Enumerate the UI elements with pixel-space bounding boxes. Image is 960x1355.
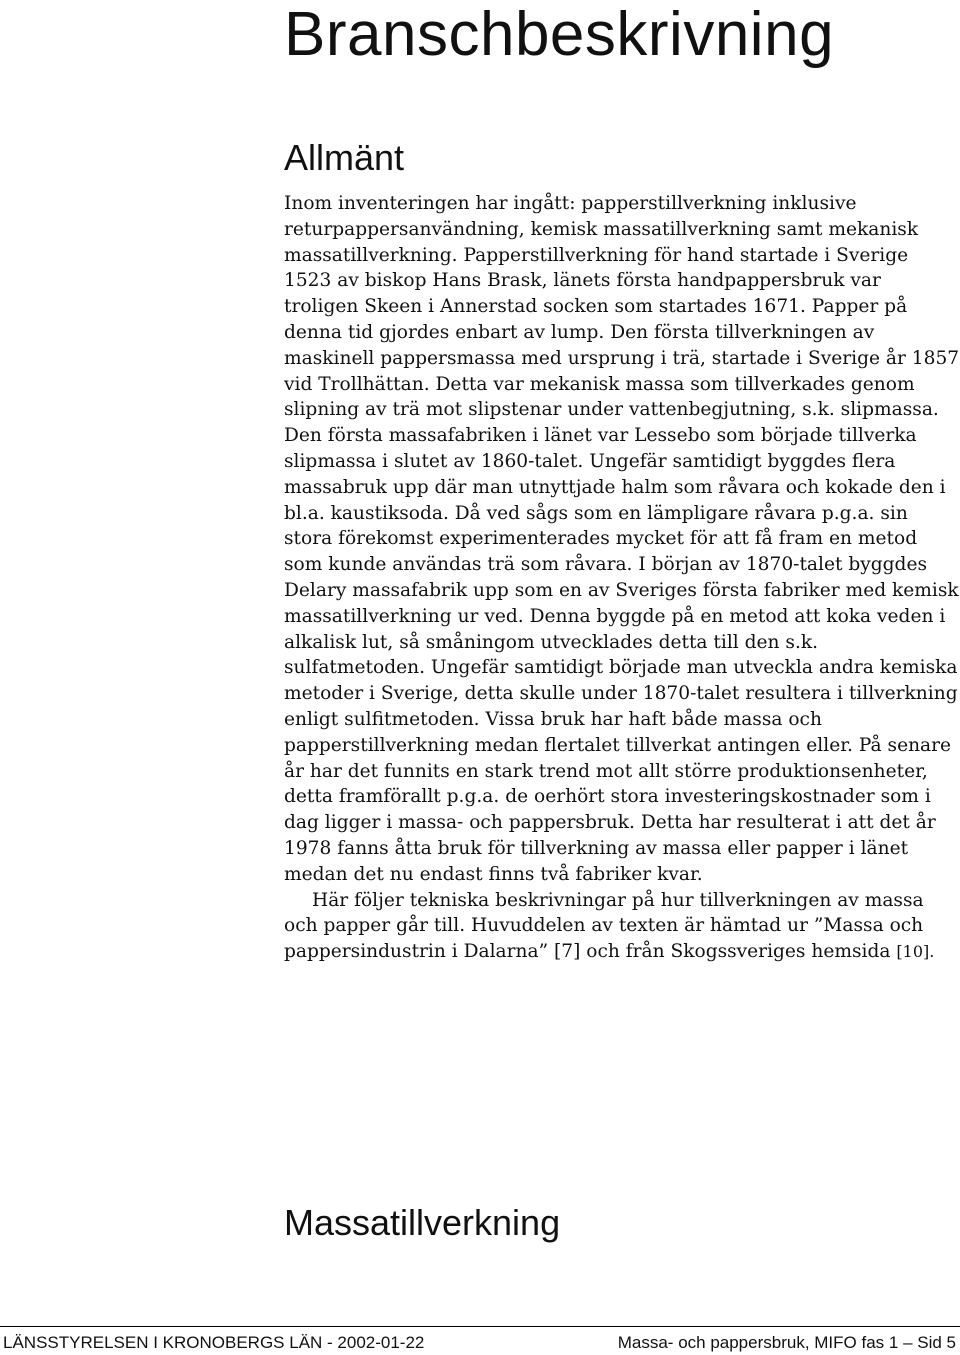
footer-divider — [0, 1326, 960, 1327]
section-body-allmant — [284, 191, 960, 965]
body-paragraph: Inom inventeringen har ingått: papperstillverkning inklusive returpappersanvändning, kemisk massatillverkning samt mekanisk massatillverkning. Papperstillverkning för hand startade i Sverige 1523 av biskop Hans Brask, länets första handpappersbruk var troligen Skeen i Annerstad socken som startades 1671. Papper på denna tid gjordes enbart av lump. Den första tillverkningen av maskinell pappersmassa med ursprung i trä, startade i Sverige år 1857 vid Trollhättan. Detta var mekanisk massa som tillverkades genom slipning av trä mot slipstenar under vattenbegjutning, s.k. slipmassa. Den första massafabriken i länet var Lessebo som började tillverka slipmassa i slutet av 1860-talet. Ungefär samtidigt byggdes flera massabruk upp där man utnyttjade halm som råvara och kokade den i bl.a. kaustiksoda. Då ved sågs som en lämpligare råvara p.g.a. sin stora förekomst experimenterades mycket för att få fram en metod som kunde användas trä som råvara. I början av 1870-talet byggdes Delary massafabrik upp som en av Sveriges första fabriker med kemisk massatillverkning ur ved. Denna byggde på en metod att koka veden i alkalisk lut, så småningom utvecklades detta till den s.k. sulfatmetoden. Ungefär samtidigt började man utveckla andra kemiska metoder i Sverige, detta skulle under 1870-talet resultera i tillverkning enligt sulfitmetoden. Vissa bruk har haft både massa och papperstillverkning medan flertalet tillverkat antingen eller. På senare år har det funnits en stark trend mot allt större produktionsenheter, detta framförallt p.g.a. de oerhört stora investeringskostnader som i dag ligger i massa- och pappersbruk. Detta har resulterat i att det år 1978 fanns åtta bruk för tillverkning av massa eller papper i länet medan det nu endast finns två fabriker kvar. — [284, 193, 960, 885]
footer-right-text: Massa- och pappersbruk, MIFO fas 1 – Sid 5 — [617, 1333, 956, 1352]
citation-reference: [10]. — [896, 942, 935, 962]
footer-left-text: LÄNSSTYRELSEN I KRONOBERGS LÄN - 2002-01-22 — [3, 1333, 425, 1352]
paragraph-text: Här följer tekniska beskrivningar på hur tillverkningen av massa och papper går till. Huvuddelen av texten är hämtad ur ”Massa och pappersindustrin i Dalarna” [7] och från Skogssveriges hemsida — [284, 889, 924, 963]
section-heading-allmant: Allmänt — [284, 137, 405, 178]
document-title: Branschbeskrivning — [284, 0, 835, 69]
section-heading-massatillverkning: Massatillverkning — [284, 1202, 561, 1243]
body-paragraph — [284, 888, 960, 965]
